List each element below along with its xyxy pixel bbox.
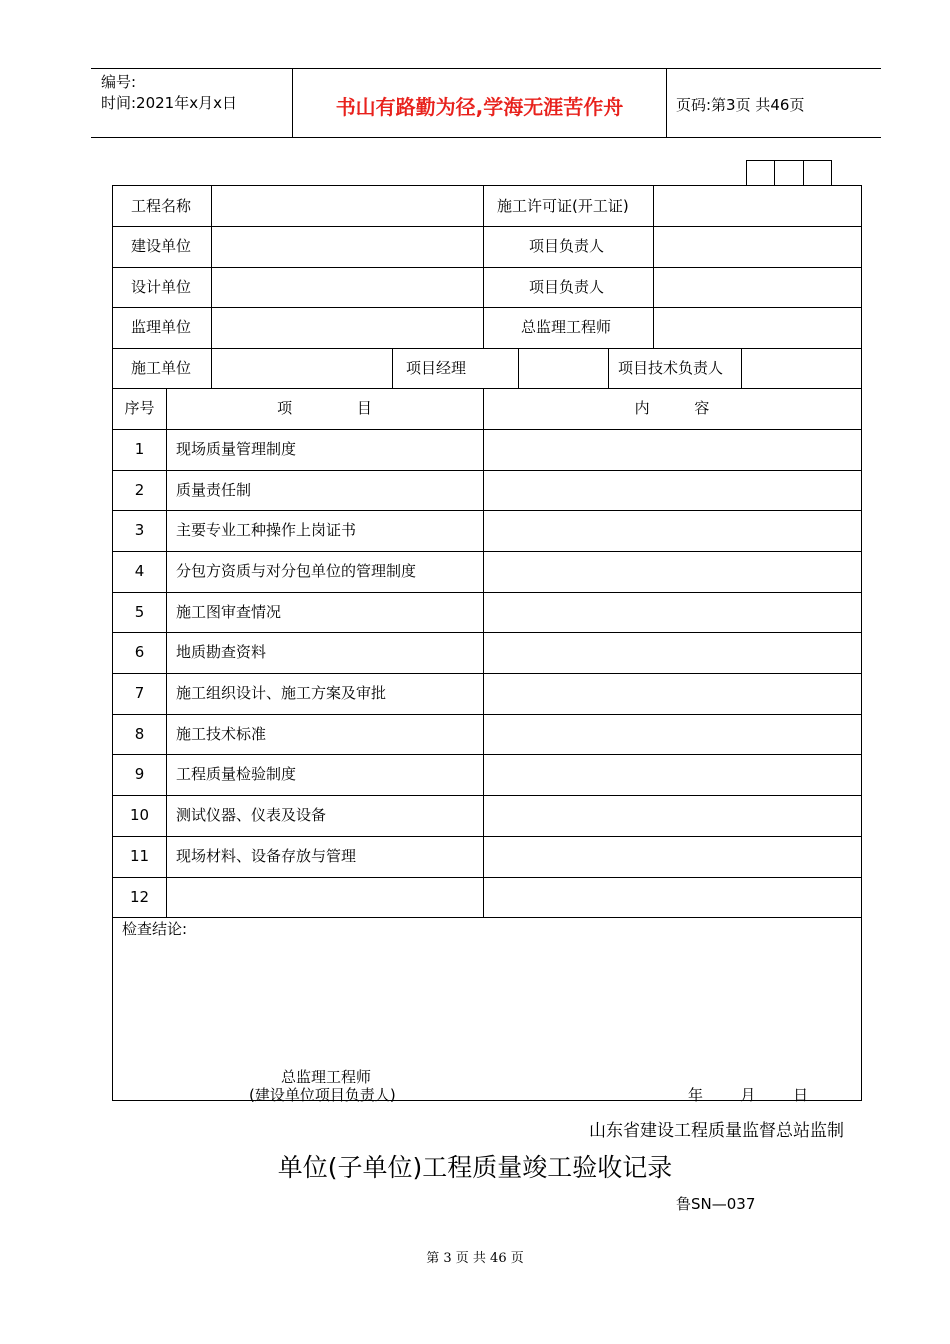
row-divider bbox=[113, 877, 861, 878]
row-number: 10 bbox=[129, 806, 150, 824]
header-meta-cell bbox=[91, 69, 293, 137]
row-item: 施工技术标准 bbox=[176, 725, 267, 743]
row-divider bbox=[113, 226, 861, 227]
page-footer: 第 3 页 共 46 页 bbox=[426, 1251, 524, 1266]
page-number-label: 页码:第3页 共46页 bbox=[676, 96, 805, 114]
row-number: 7 bbox=[134, 684, 145, 702]
row-divider bbox=[113, 348, 861, 349]
row-number: 5 bbox=[134, 603, 145, 621]
document-time-label: 时间:2021年x月x日 bbox=[101, 94, 237, 112]
record-number-box[interactable] bbox=[775, 161, 803, 185]
column-divider bbox=[608, 348, 609, 388]
row-item: 施工图审查情况 bbox=[176, 603, 282, 621]
column-header-content: 内 容 bbox=[634, 399, 710, 417]
chief-supervisor-signature-label: 总监理工程师 bbox=[281, 1068, 372, 1086]
column-divider bbox=[518, 348, 519, 388]
row-divider bbox=[113, 917, 861, 918]
column-divider bbox=[741, 348, 742, 388]
header-motto-cell bbox=[293, 69, 667, 137]
column-divider bbox=[392, 348, 393, 388]
row-number: 8 bbox=[134, 725, 145, 743]
row-number: 9 bbox=[134, 765, 145, 783]
row-number: 11 bbox=[129, 847, 150, 865]
row-number: 1 bbox=[134, 440, 145, 458]
inspection-form bbox=[112, 185, 862, 1104]
row-divider bbox=[113, 307, 861, 308]
designer-label: 设计单位 bbox=[131, 278, 192, 296]
document-number-label: 编号: bbox=[101, 73, 137, 91]
row-item: 现场材料、设备存放与管理 bbox=[176, 847, 357, 865]
column-header-no: 序号 bbox=[124, 399, 155, 417]
row-divider bbox=[113, 267, 861, 268]
record-number-boxes bbox=[746, 160, 832, 185]
conclusion-label: 检查结论: bbox=[122, 920, 188, 938]
signature-date-label bbox=[688, 1084, 808, 1105]
row-number: 6 bbox=[134, 643, 145, 661]
row-item: 地质勘查资料 bbox=[176, 643, 267, 661]
motto-text: 书山有路勤为径,学海无涯苦作舟 bbox=[335, 95, 624, 119]
row-item: 现场质量管理制度 bbox=[176, 440, 297, 458]
page-header bbox=[91, 68, 881, 138]
chief-supervisor-label: 总监理工程师 bbox=[521, 318, 612, 336]
project-name-label: 工程名称 bbox=[131, 197, 192, 215]
row-number: 4 bbox=[134, 562, 145, 580]
designer-lead-label: 项目负责人 bbox=[529, 278, 605, 296]
record-number-box[interactable] bbox=[804, 161, 831, 185]
row-item: 施工组织设计、施工方案及审批 bbox=[176, 684, 387, 702]
column-divider bbox=[653, 186, 654, 348]
row-number: 3 bbox=[134, 521, 145, 539]
document-title: 单位(子单位)工程质量竣工验收记录 bbox=[277, 1153, 673, 1182]
row-item: 分包方资质与对分包单位的管理制度 bbox=[176, 562, 417, 580]
project-manager-label: 项目经理 bbox=[406, 359, 467, 377]
row-number: 12 bbox=[129, 888, 150, 906]
builder-label: 建设单位 bbox=[131, 237, 192, 255]
column-divider bbox=[211, 186, 212, 388]
issuer-label: 山东省建设工程质量监督总站监制 bbox=[589, 1121, 844, 1141]
column-divider bbox=[166, 388, 167, 917]
supervisor-label: 监理单位 bbox=[131, 318, 192, 336]
header-page-cell bbox=[667, 69, 881, 137]
column-divider bbox=[483, 388, 484, 917]
builder-lead-signature-label: (建设单位项目负责人) bbox=[249, 1086, 396, 1104]
row-item: 工程质量检验制度 bbox=[176, 765, 297, 783]
column-header-item: 项 目 bbox=[277, 399, 372, 417]
contractor-label: 施工单位 bbox=[131, 359, 192, 377]
row-item: 质量责任制 bbox=[176, 481, 252, 499]
row-item: 测试仪器、仪表及设备 bbox=[176, 806, 327, 824]
builder-lead-label: 项目负责人 bbox=[529, 237, 605, 255]
row-item: 主要专业工种操作上岗证书 bbox=[176, 521, 357, 539]
date-text: 年 月 日 bbox=[688, 1086, 809, 1104]
row-number: 2 bbox=[134, 481, 145, 499]
tech-lead-label: 项目技术负责人 bbox=[618, 359, 724, 377]
permit-label: 施工许可证(开工证) bbox=[497, 197, 629, 215]
document-code: 鲁SN—037 bbox=[676, 1195, 756, 1213]
record-number-box[interactable] bbox=[747, 161, 775, 185]
column-divider bbox=[483, 186, 484, 348]
